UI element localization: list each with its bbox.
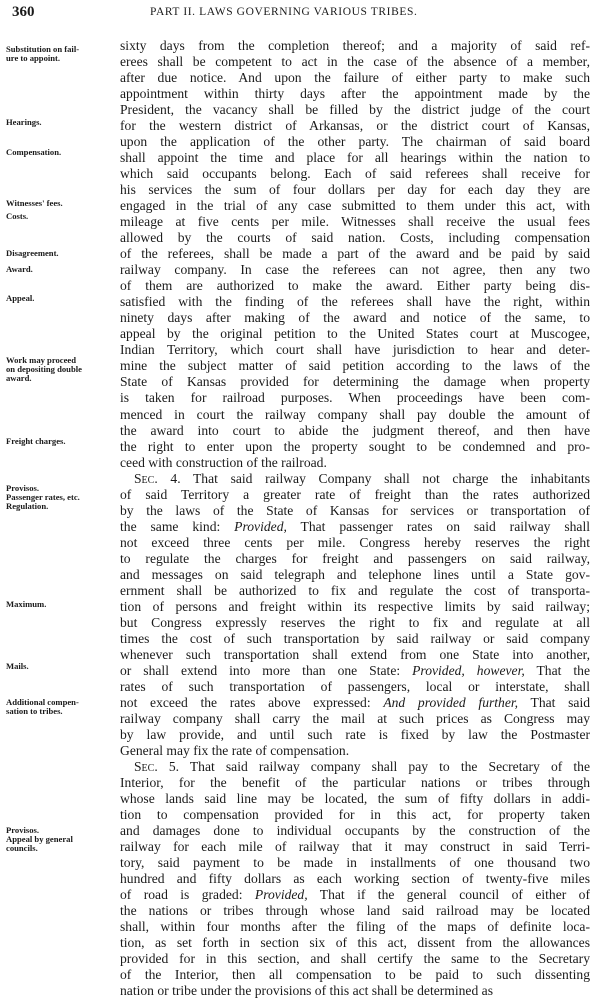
text-line — [120, 567, 590, 583]
margin-note-maximum: Maximum. — [6, 599, 47, 609]
line-text: That said railway Company shall not charge the inhabitants — [180, 470, 590, 486]
text-line — [120, 70, 590, 86]
text-line — [120, 86, 590, 102]
line-text: the right to enter upon the property sought to be condemned and pro- — [120, 438, 590, 454]
proviso-phrase: And provided further, — [383, 694, 519, 710]
line-text: mileage at five cents per mile. Witnesses shall receive the usual fees — [120, 214, 590, 230]
line-text: or shall extend into more than one State: — [120, 662, 413, 678]
line-text: tory, said payment to be made in installments of one thousand two — [120, 855, 590, 870]
margin-note-compensation: Compensation. — [6, 147, 62, 157]
line-text: not exceed three cents per mile. Congress hereby reserves the right — [120, 534, 590, 550]
line-text: State of Kansas provided for determining the damage when property — [120, 374, 590, 390]
margin-note-award: Award. — [6, 264, 33, 274]
line-text: of the referees, shall be made a part of the award and be paid by said — [120, 246, 590, 262]
text-line — [120, 455, 590, 471]
line-text: his services the sum of four dollars per day for each day they are — [120, 182, 590, 198]
text-line — [120, 967, 590, 983]
line-text: shall, within four months after the filing of the maps of definite loca- — [120, 919, 590, 935]
text-line — [120, 246, 590, 262]
line-text: engaged in the trial of any case submitted to them under this act, with — [120, 198, 590, 214]
text-line — [120, 599, 590, 615]
line-text: railway for each mile of railway that it may construct in said Terri- — [120, 839, 590, 854]
text-line — [120, 711, 590, 727]
text-line — [120, 855, 590, 871]
text-line — [120, 38, 590, 54]
text-line — [120, 839, 590, 855]
line-text: allowed by the courts of said nation. Costs, including compensation — [120, 230, 590, 246]
line-text: tion, as set forth in section six of this act, dissent from the allowances — [120, 935, 590, 951]
line-text: of them are authorized to make the award. Either party being dis- — [120, 278, 590, 294]
line-text: to regulate the charges for freight and passengers on said railway, — [120, 550, 590, 566]
text-line — [120, 871, 590, 887]
text-line — [120, 727, 590, 743]
text-line — [120, 983, 590, 999]
text-line — [120, 310, 590, 326]
text-line — [120, 390, 590, 406]
margin-note-work-may-proceed: Work may proceed on depositing double award. — [6, 355, 82, 383]
text-line — [120, 374, 590, 390]
section-number: Sec. 4. — [134, 470, 181, 486]
text-line — [120, 102, 590, 118]
text-line — [120, 230, 590, 246]
line-text: tion of persons and freight within its respective limits by said railway; — [120, 598, 590, 614]
line-text: Indian Territory, which court shall have jurisdiction to hear and deter- — [120, 342, 590, 358]
line-text: by law provide, and until such rate is fixed by law the Postmaster — [120, 726, 590, 742]
text-line — [120, 743, 590, 759]
margin-note-substitution: Substitution on fail- ure to appoint. — [6, 44, 80, 63]
proviso-phrase: Provided, — [254, 887, 308, 903]
line-text: appeal by the original petition to the United States court at Muscogee, — [120, 326, 590, 342]
text-line — [120, 166, 590, 182]
text-line — [120, 935, 590, 951]
margin-note-witnesses-fees: Witnesses' fees. — [6, 198, 63, 208]
text-line — [120, 278, 590, 294]
line-text: not exceed the rates above expressed: — [120, 694, 384, 710]
text-line — [120, 679, 590, 695]
margin-note-provisos-2: Provisos. Appeal by general councils. — [6, 825, 73, 853]
line-text: hundred and fifty dollars as each working section of twenty-five miles — [120, 871, 590, 886]
line-text: and messages on said telegraph and telephone lines until a State gov- — [120, 566, 590, 582]
line-text: railway company shall carry the mail at such prices as Congress may — [120, 710, 590, 726]
text-line — [120, 695, 590, 711]
line-text: That the — [524, 662, 590, 678]
margin-note-freight-charges: Freight charges. — [6, 436, 66, 446]
text-line — [120, 54, 590, 70]
text-line — [120, 358, 590, 374]
text-line — [120, 503, 590, 519]
margin-note-costs: Costs. — [6, 211, 29, 221]
text-line — [120, 118, 590, 134]
line-text: provided for in this section, and shall certify the same to the Secretary — [120, 951, 590, 967]
text-line — [120, 150, 590, 166]
line-text: erees shall be competent to act in the case of the absence of a member, — [120, 54, 590, 69]
line-text: the same kind: — [120, 518, 235, 534]
text-line — [120, 294, 590, 310]
proviso-phrase: Provided, however, — [412, 662, 525, 678]
line-text: of the Interior, then all compensation to be paid to such dissenting — [120, 967, 590, 983]
line-text: which said occupants belong. Each of said referees shall receive for — [120, 166, 590, 182]
text-line — [120, 519, 590, 535]
text-line — [120, 791, 590, 807]
line-text: tion to compensation provided for in this act, for property taken — [120, 807, 590, 822]
line-text: ceed with construction of the railroad. — [120, 454, 327, 470]
line-text: nation or tribe under the provisions of this act shall be determined as — [120, 983, 493, 999]
line-text: sixty days from the completion thereof; and a majority of said ref- — [120, 38, 590, 53]
text-line — [120, 631, 590, 647]
margin-note-additional-compensation: Additional compen- sation to tribes. — [6, 697, 79, 716]
text-line — [120, 823, 590, 839]
text-line — [120, 951, 590, 967]
text-line — [120, 262, 590, 278]
text-line — [120, 487, 590, 503]
line-text: for the western district of Arkansas, or the district court of Kansas, — [120, 118, 590, 134]
text-line — [120, 663, 590, 679]
line-text: That passenger rates on said railway shall — [286, 518, 590, 534]
line-text: of said Territory a greater rate of freight than the rates authorized — [120, 486, 590, 502]
line-text: railway company. In case the referees can not agree, then any two — [120, 262, 590, 278]
page-number: 360 — [12, 4, 35, 20]
text-line — [120, 535, 590, 551]
section-number: Sec. 5. — [134, 758, 180, 774]
text-line — [120, 439, 590, 455]
line-text: satisfied with the finding of the referees shall have the right, within — [120, 294, 590, 310]
line-text: That said railway company shall pay to the Secretary of the — [179, 758, 590, 774]
running-head: PART II. LAWS GOVERNING VARIOUS TRIBES. — [150, 6, 418, 18]
line-text: rates of such transportation of passengers, local or interstate, shall — [120, 678, 590, 694]
line-text: the award into court to abide the judgment thereof, and then have — [120, 422, 590, 438]
margin-note-provisos-1: Provisos. Passenger rates, etc. Regulation. — [6, 483, 80, 511]
text-line — [120, 647, 590, 663]
line-text: whose lands said line may be located, the sum of fifty dollars in addi- — [120, 790, 590, 806]
margin-note-mails: Mails. — [6, 661, 29, 671]
text-line — [120, 807, 590, 823]
line-text: mine the subject matter of said petition according to the laws of the — [120, 358, 590, 374]
line-text: General may fix the rate of compensation. — [120, 742, 350, 758]
text-line — [120, 887, 590, 903]
line-text: ernment shall be authorized to fix and regulate the cost of transporta- — [120, 582, 590, 598]
line-text: the nations or tribes through whose land said railroad may be located — [120, 903, 590, 919]
line-text: by the laws of the State of Kansas for services or transportation of — [120, 502, 590, 518]
text-line — [120, 326, 590, 342]
text-line — [120, 342, 590, 358]
text-line — [120, 182, 590, 198]
line-text: appointment within thirty days after the appointment made by the — [120, 86, 590, 102]
text-line — [120, 214, 590, 230]
text-line — [134, 471, 590, 487]
line-text: upon the application of the other party. The chairman of said board — [120, 134, 590, 150]
text-line — [120, 903, 590, 919]
line-text: but Congress expressly reserves the right to fix and regulate at all — [120, 614, 590, 630]
text-line — [134, 759, 590, 775]
line-text: That said — [518, 694, 590, 710]
text-line — [120, 551, 590, 567]
line-text: is taken for railroad purposes. When proceedings have been com- — [120, 390, 590, 406]
line-text: ninety days after making of the award and notice of the same, to — [120, 310, 590, 326]
line-text: whenever such transportation shall extend from one State into another, — [120, 646, 590, 662]
line-text: shall appoint the time and place for all hearings within the nation to — [120, 150, 590, 166]
proviso-phrase: Provided, — [234, 518, 287, 534]
text-line — [120, 198, 590, 214]
text-line — [120, 407, 590, 423]
line-text: Interior, for the benefit of the particular nations or tribes through — [120, 774, 590, 790]
line-text: of road is graded: — [120, 887, 255, 903]
text-line — [120, 775, 590, 791]
text-line — [120, 583, 590, 599]
text-line — [120, 423, 590, 439]
margin-note-appeal: Appeal. — [6, 293, 35, 303]
text-line — [120, 919, 590, 935]
line-text: menced in court the railway company shall pay double the amount of — [120, 406, 590, 422]
line-text: and damages done to individual occupants by the construction of the — [120, 823, 590, 838]
line-text: times the cost of such transportation by said railway or said company — [120, 630, 590, 646]
text-line — [120, 615, 590, 631]
line-text: after due notice. And upon the failure of either party to make such — [120, 70, 590, 85]
text-line — [120, 134, 590, 150]
body-text — [120, 0, 596, 999]
line-text: That if the general council of either of — [307, 887, 590, 903]
line-text: President, the vacancy shall be filled by the district judge of the court — [120, 102, 590, 118]
margin-note-disagreement: Disagreement. — [6, 248, 59, 258]
margin-note-hearings: Hearings. — [6, 117, 42, 127]
margin-notes — [0, 0, 118, 920]
